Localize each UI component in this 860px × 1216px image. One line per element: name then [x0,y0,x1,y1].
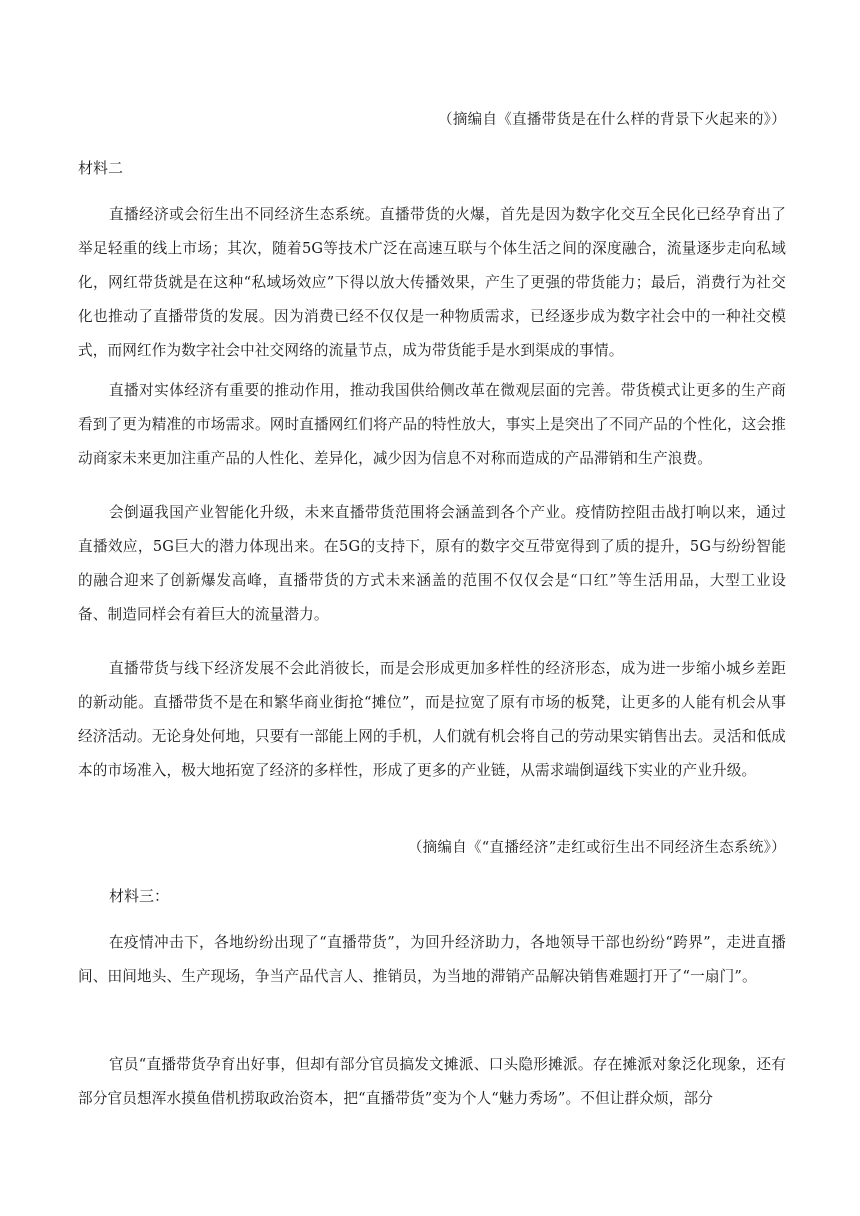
material-3-paragraph-1: 在疫情冲击下，各地纷纷出现了“直播带货”，为回升经济助力，各地领导干部也纷纷“跨界”，走进直播间、田间地头、生产现场，争当产品代言人、推销员，为当地的滞销产品解决销售难题打开了“一扇门”。 [78,934,786,985]
source-citation-1: （摘编自《直播带货是在什么样的背景下火起来的》） [438,112,786,128]
material-2-paragraph-4: 直播带货与线下经济发展不会此消彼长，而是会形成更加多样性的经济形态，成为进一步缩小城乡差距的新动能。直播带货不是在和繁华商业街抢“摊位”，而是拉宽了原有市场的板凳，让更多的人能有机会从事经济活动。无论身处何地，只要有一部能上网的手机，人们就有机会将自己的劳动果实销售出去。灵活和低成本的市场准入，极大地拓宽了经济的多样性，形成了更多的产业链，从需求端倒逼线下实业的产业升级。 [78,660,786,779]
material-2-paragraph-2: 直播对实体经济有重要的推动作用，推动我国供给侧改革在微观层面的完善。带货模式让更多的生产商看到了更为精准的市场需求。网时直播网红们将产品的特性放大，事实上是突出了不同产品的个性化，这会推动商家未来更加注重产品的人性化、差异化，减少因为信息不对称而造成的产品滞销和生产浪费。 [78,382,786,467]
material-2-heading: 材料二 [78,159,124,177]
source-citation-2: （摘编自《“直播经济”走红或衍生出不同经济生态系统》） [407,840,786,856]
material-3-paragraph-2: 官员“直播带货孕育出好事，但却有部分官员搞发文摊派、口头隐形摊派。存在摊派对象泛化现象，还有部分官员想浑水摸鱼借机捞取政治资本，把“直播带货”变为个人“魅力秀场”。不但让群众烦，部分 [78,1056,786,1107]
material-2-paragraph-1: 直播经济或会衍生出不同经济生态系统。直播带货的火爆，首先是因为数字化交互全民化已经孕育出了举足轻重的线上市场；其次，随着5G等技术广泛在高速互联与个体生活之间的深度融合，流量逐步走向私域化，网红带货就是在这种“私域场效应”下得以放大传播效果，产生了更强的带货能力；最后，消费行为社交化也推动了直播带货的发展。因为消费已经不仅仅是一种物质需求，已经逐步成为数字社会中的一种社交模式，而网红作为数字社会中社交网络的流量节点，成为带货能手是水到渠成的事情。 [78,206,786,359]
material-2-paragraph-3: 会倒逼我国产业智能化升级，未来直播带货范围将会涵盖到各个产业。疫情防控阻击战打响以来，通过直播效应，5G巨大的潜力体现出来。在5G的支持下，原有的数字交互带宽得到了质的提升，5G与纷纷智能的融合迎来了创新爆发高峰，直播带货的方式未来涵盖的范围不仅仅会是“口红”等生活用品，大型工业设备、制造同样会有着巨大的流量潜力。 [78,504,786,623]
document-page [78,0,786,1216]
material-3-heading: 材料三： [109,887,170,905]
